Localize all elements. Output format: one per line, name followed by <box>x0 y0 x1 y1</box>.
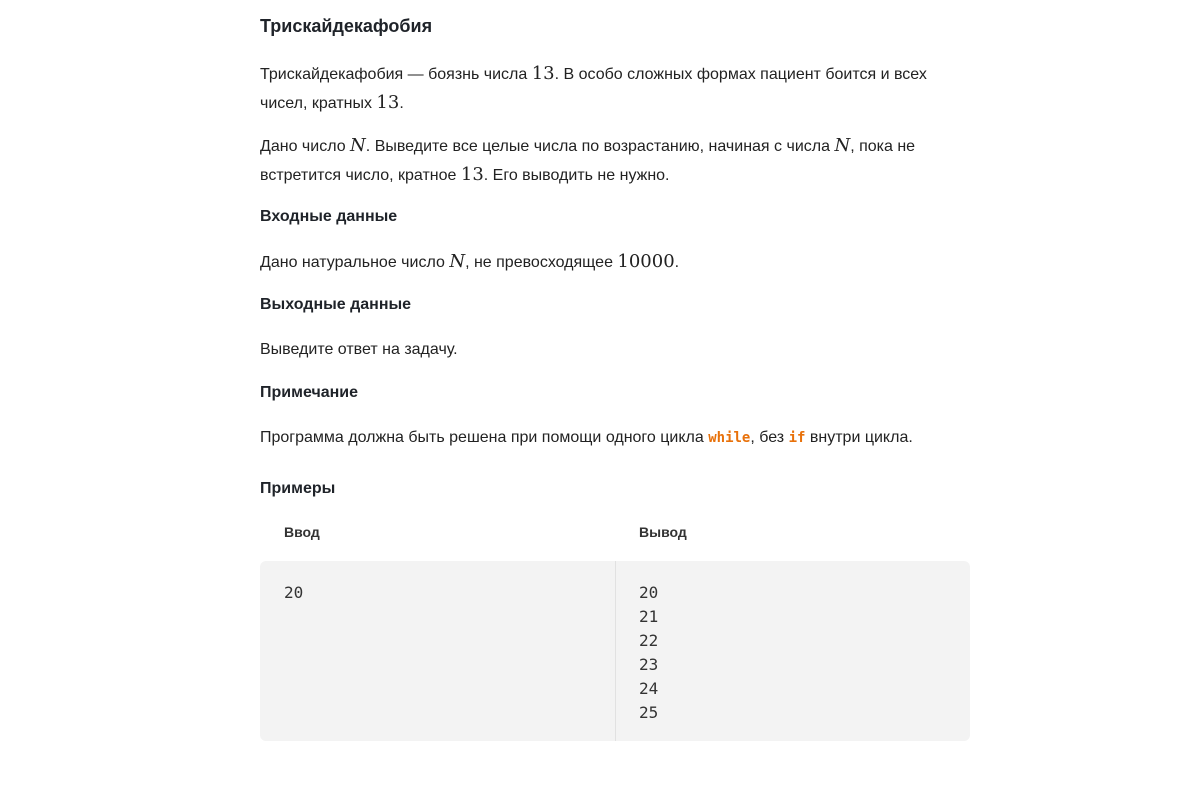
output-paragraph: Выведите ответ на задачу. <box>260 341 458 358</box>
problem-title: Трискайдекафобия <box>260 16 433 36</box>
code-while: while <box>708 430 751 446</box>
code-if: if <box>788 430 806 446</box>
example-output-cell[interactable]: 20 21 22 23 24 25 <box>639 583 659 722</box>
example-input-header: Ввод <box>284 524 320 540</box>
input-text-3: . <box>674 254 680 271</box>
output-heading: Выходные данные <box>260 296 412 313</box>
intro-paragraph <box>260 60 950 118</box>
math-n: N <box>350 135 366 156</box>
example-divider <box>615 561 616 741</box>
math-n: N <box>834 135 851 156</box>
math-13: 13 <box>460 164 484 185</box>
note-text-3: внутри цикла. <box>805 429 913 446</box>
math-10000: 10000 <box>617 251 675 272</box>
math-13: 13 <box>376 92 400 113</box>
math-n: N <box>449 251 466 272</box>
input-heading: Входные данные <box>260 208 398 225</box>
statement-text-2: . Выведите все целые числа по возрастанию, начиная с числа <box>365 138 835 155</box>
statement-text-3: , пока не встретится число, кратное <box>260 138 916 184</box>
statement-paragraph <box>260 132 950 190</box>
intro-text-1: Трискайдекафобия — боязнь числа <box>260 66 532 83</box>
note-paragraph <box>260 424 950 452</box>
example-output-header: Вывод <box>639 524 687 540</box>
statement-text-1: Дано число <box>260 138 351 155</box>
note-text-1: Программа должна быть решена при помощи одного цикла <box>260 429 709 446</box>
examples-heading: Примеры <box>260 480 336 497</box>
statement-text-4: . Его выводить не нужно. <box>483 167 670 184</box>
input-paragraph <box>260 248 950 277</box>
input-text-2: , не превосходящее <box>465 254 618 271</box>
example-row <box>260 561 970 741</box>
intro-text-2: . В особо сложных формах пациент боится и всех чисел, кратных <box>260 66 927 112</box>
note-heading: Примечание <box>260 384 359 401</box>
math-13: 13 <box>531 63 555 84</box>
note-text-2: , без <box>750 429 789 446</box>
input-text-1: Дано натуральное число <box>260 254 450 271</box>
intro-text-3: . <box>399 95 404 112</box>
example-input-cell[interactable]: 20 <box>284 583 304 602</box>
